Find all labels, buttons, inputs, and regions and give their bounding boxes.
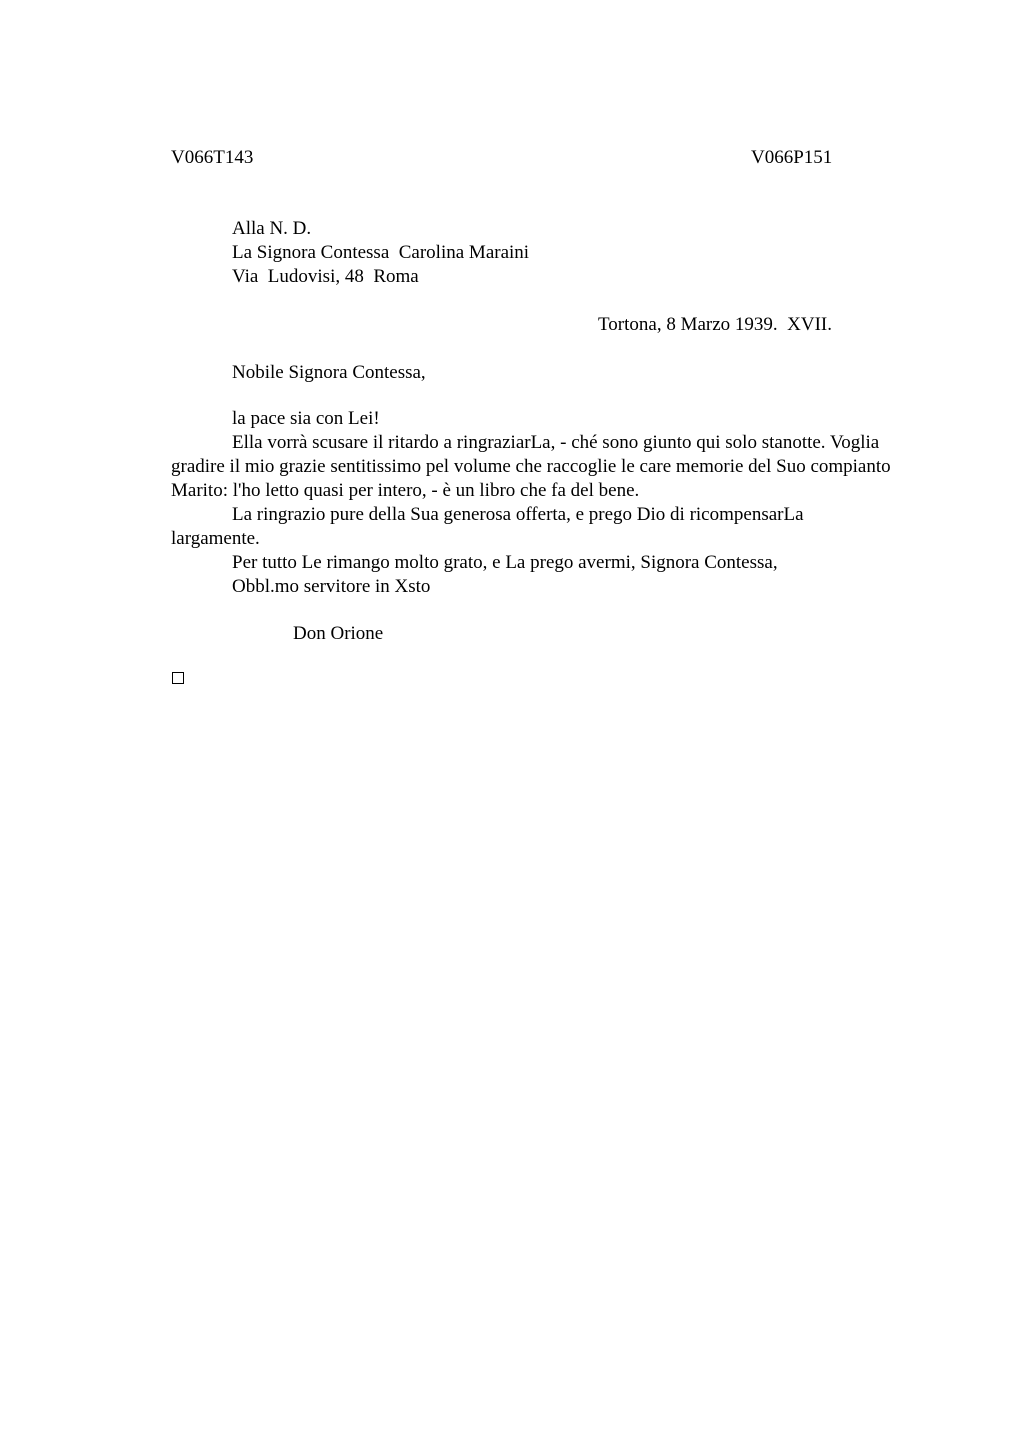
body-paragraph-1: Ella vorrà scusare il ritardo a ringraziarLa, - ché sono giunto qui solo stanotte. Voglia gradire il mio grazie sentitissimo pel volume che raccoglie le care memorie del Suo compianto Marito: l'ho letto quasi per intero, - è un libro che fa del bene.	[171, 432, 891, 501]
address-line-1: Alla N. D.	[232, 218, 312, 239]
greeting-line: la pace sia con Lei!	[232, 408, 380, 429]
address-line-2: La Signora Contessa Carolina Maraini	[232, 242, 530, 263]
signature: Don Orione	[293, 623, 384, 644]
right-reference-code: V066P151	[751, 147, 833, 168]
closing-line: Obbl.mo servitore in Xsto	[232, 576, 431, 597]
date-line: Tortona, 8 Marzo 1939. XVII.	[598, 314, 833, 335]
salutation: Nobile Signora Contessa,	[232, 362, 426, 383]
body-paragraph-2: La ringrazio pure della Sua generosa offerta, e prego Dio di ricompensarLa largamente.	[171, 504, 804, 549]
empty-box-icon	[172, 672, 184, 684]
address-line-3: Via Ludovisi, 48 Roma	[232, 266, 419, 287]
body-paragraph-3: Per tutto Le rimango molto grato, e La prego avermi, Signora Contessa,	[232, 552, 778, 573]
left-reference-code: V066T143	[171, 147, 254, 168]
